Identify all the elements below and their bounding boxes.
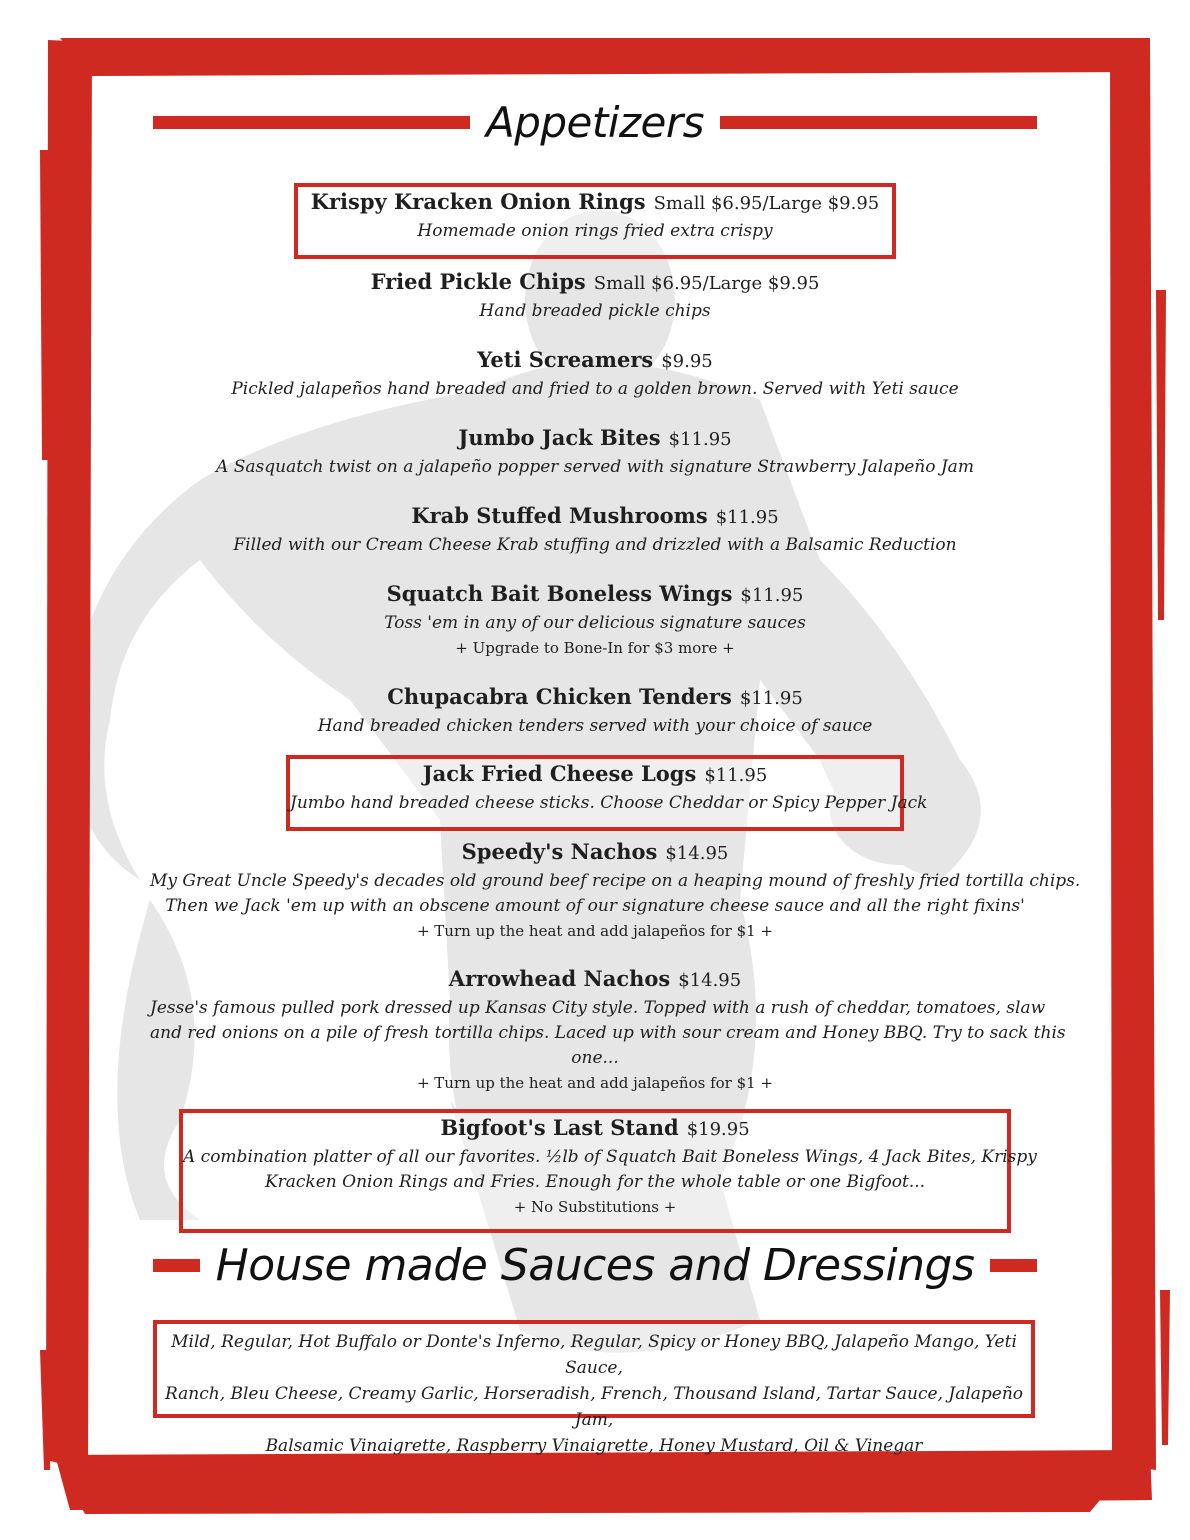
item-note: + Turn up the heat and add jalapeños for $1 +: [416, 922, 774, 940]
item-description: Filled with our Cream Cheese Krab stuffing and drizzled with a Balsamic Reduction: [233, 535, 957, 555]
menu-item-speedys-nachos: [150, 837, 1081, 943]
menu-item-arrowhead-nachos: [150, 964, 1066, 1095]
item-description: A Sasquatch twist on a jalapeño popper served with signature Strawberry Jalapeño Jam: [216, 457, 974, 477]
item-description: one...: [571, 1048, 619, 1068]
sauces-title: House made Sauces and Dressings: [215, 1240, 975, 1291]
item-name: Yeti Screamers: [477, 347, 654, 372]
header-bar-left: [153, 1259, 200, 1272]
sauces-line: Mild, Regular, Hot Buffalo or Donte's Inferno, Regular, Spicy or Honey BBQ, Jalapeño Mango, Yeti Sauce,: [171, 1332, 1017, 1378]
item-price: $14.95: [678, 970, 742, 991]
sauces-line: Ranch, Bleu Cheese, Creamy Garlic, Horseradish, French, Thousand Island, Tartar Sauce, Jalapeño Jam,: [164, 1384, 1024, 1430]
item-price: $11.95: [739, 688, 803, 709]
item-name: Jack Fried Cheese Logs: [422, 761, 697, 786]
item-price: $11.95: [668, 429, 732, 450]
menu-item-onion-rings: [294, 183, 896, 259]
item-name: Speedy's Nachos: [461, 839, 658, 864]
item-description: Jesse's famous pulled pork dressed up Kansas City style. Topped with a rush of cheddar, tomatoes, slaw: [150, 998, 1046, 1018]
menu-item-yeti-screamers: [150, 345, 1040, 402]
appetizers-header: [153, 98, 1037, 147]
sauces-header: [153, 1240, 1037, 1291]
item-price: Small $6.95/Large $9.95: [653, 193, 880, 214]
menu-item-chicken-tenders: [150, 682, 1040, 739]
item-price: $14.95: [665, 843, 729, 864]
menu-item-boneless-wings: [150, 579, 1040, 660]
item-name: Bigfoot's Last Stand: [440, 1115, 679, 1140]
item-name: Chupacabra Chicken Tenders: [387, 684, 732, 709]
item-description: Kracken Onion Rings and Fries. Enough for the whole table or one Bigfoot...: [264, 1172, 926, 1192]
item-price: Small $6.95/Large $9.95: [593, 273, 820, 294]
item-name: Jumbo Jack Bites: [458, 425, 661, 450]
item-description: Hand breaded pickle chips: [479, 301, 711, 321]
item-name: Squatch Bait Boneless Wings: [386, 581, 733, 606]
item-price: $11.95: [740, 585, 804, 606]
item-note: + No Substitutions +: [513, 1198, 677, 1216]
item-note: + Turn up the heat and add jalapeños for $1 +: [416, 1074, 774, 1092]
header-bar-right: [720, 116, 1037, 129]
item-price: $11.95: [704, 765, 768, 786]
appetizers-title: Appetizers: [485, 98, 705, 147]
item-description: Jumbo hand breaded cheese sticks. Choose Cheddar or Spicy Pepper Jack: [290, 793, 928, 813]
menu-item-krab-mushrooms: [150, 501, 1040, 558]
item-price: $11.95: [715, 507, 779, 528]
item-note: + Upgrade to Bone-In for $3 more +: [455, 639, 735, 657]
item-description: Homemade onion rings fried extra crispy: [417, 221, 773, 241]
item-name: Arrowhead Nachos: [448, 966, 671, 991]
item-name: Krab Stuffed Mushrooms: [411, 503, 708, 528]
item-description: Then we Jack 'em up with an obscene amount of our signature cheese sauce and all the right fixins': [165, 896, 1025, 916]
header-bar-right: [990, 1259, 1037, 1272]
item-name: Fried Pickle Chips: [370, 269, 586, 294]
menu-item-pickle-chips: [150, 267, 1040, 324]
menu-item-bigfoots-last-stand: [179, 1109, 1037, 1233]
item-description: Hand breaded chicken tenders served with your choice of sauce: [317, 716, 873, 736]
appetizer-list: [150, 189, 1081, 1233]
item-description: My Great Uncle Speedy's decades old ground beef recipe on a heaping mound of freshly fried tortilla chips.: [150, 871, 1081, 891]
item-price: $19.95: [686, 1119, 750, 1140]
header-bar-left: [153, 116, 470, 129]
item-name: Krispy Kracken Onion Rings: [310, 189, 646, 214]
menu-item-jumbo-jack-bites: [150, 423, 1040, 480]
sauces-list: [153, 1320, 1035, 1456]
item-description: Toss 'em in any of our delicious signature sauces: [384, 613, 806, 633]
item-description: A combination platter of all our favorites. ½lb of Squatch Bait Boneless Wings, 4 Jack Bites, Krispy: [183, 1147, 1037, 1167]
item-description: Pickled jalapeños hand breaded and fried to a golden brown. Served with Yeti sauce: [231, 379, 959, 399]
sauces-line: Balsamic Vinaigrette, Raspberry Vinaigrette, Honey Mustard, Oil & Vinegar: [265, 1436, 923, 1456]
menu-item-cheese-logs: [286, 755, 928, 831]
item-description: and red onions on a pile of fresh tortilla chips. Laced up with sour cream and Honey BBQ. Try to sack this: [150, 1023, 1066, 1043]
item-price: $9.95: [661, 351, 713, 372]
